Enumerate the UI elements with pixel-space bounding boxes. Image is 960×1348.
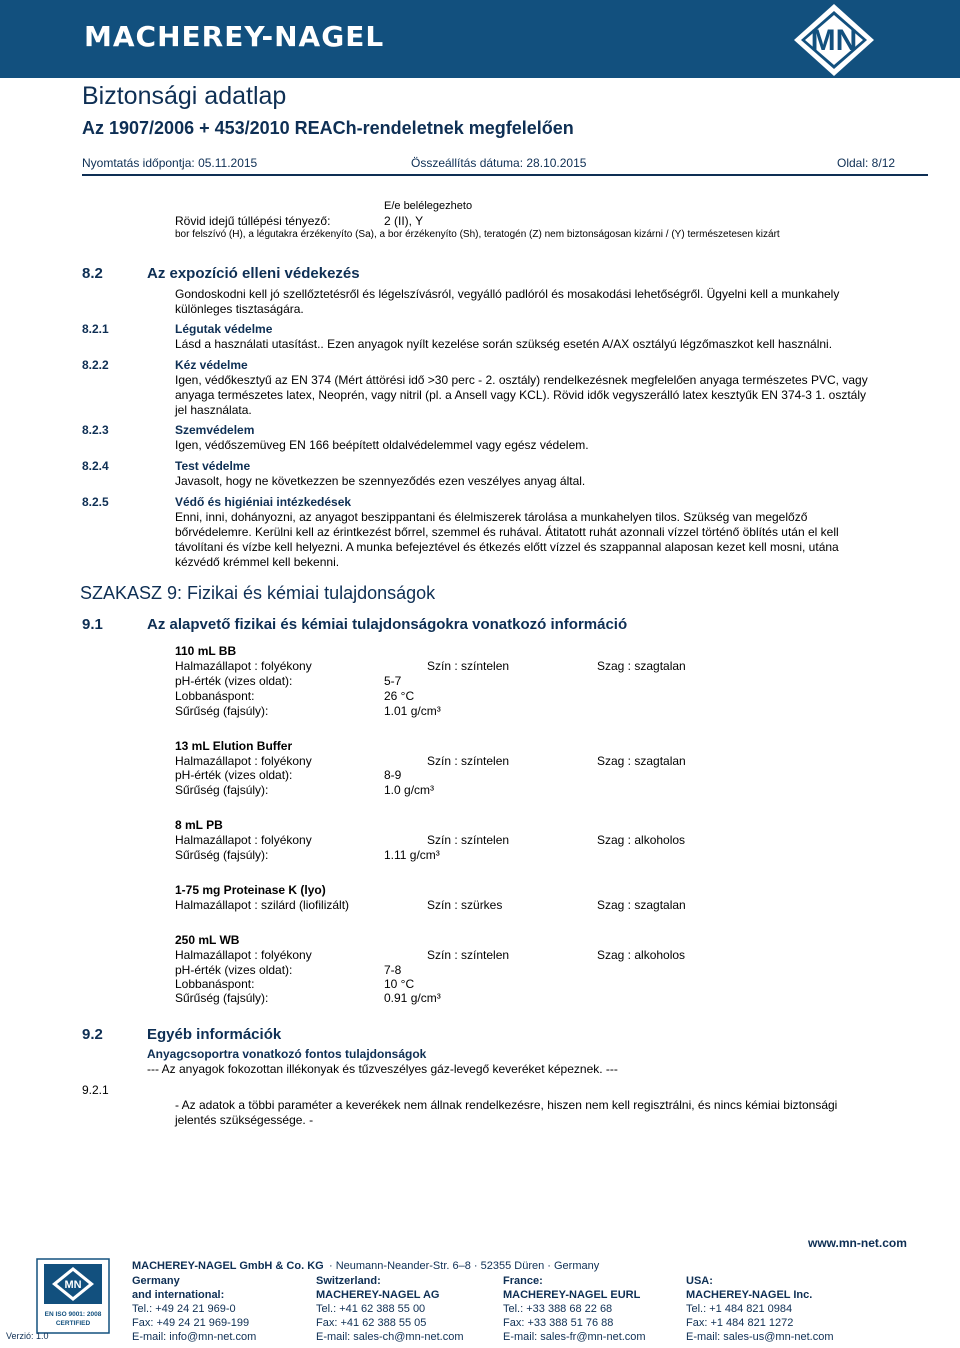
section-8-2-2-title: Kéz védelme bbox=[175, 358, 248, 372]
section-9-1-number: 9.1 bbox=[82, 616, 103, 633]
product-name: 13 mL Elution Buffer bbox=[175, 739, 293, 753]
short-term-value: 2 (II), Y bbox=[384, 214, 424, 228]
prop-label: Sűrűség (fajsúly): bbox=[175, 848, 269, 862]
section-8-2-text-1: Gondoskodni kell jó szellőztetésről és légelszívásról, vegyálló padlóról és mosakodási lehetőségről. Ügyelni kell a munkahely bbox=[175, 287, 840, 301]
product-odor: Szag : szagtalan bbox=[597, 754, 686, 768]
product-state: Halmazállapot : szilárd (liofilizált) bbox=[175, 898, 350, 912]
product-odor: Szag : szagtalan bbox=[597, 898, 686, 912]
footer-region-company: MACHEREY-NAGEL AG bbox=[316, 1289, 440, 1301]
section-8-2-4-number: 8.2.4 bbox=[82, 459, 109, 473]
product-color: Szín : színtelen bbox=[427, 754, 510, 768]
footer-phone: Tel.: +33 388 68 22 68 bbox=[503, 1303, 613, 1315]
footer-email-link[interactable]: E-mail: sales-us@mn-net.com bbox=[686, 1331, 834, 1343]
logo-text: MN bbox=[810, 24, 858, 57]
product-name: 250 mL WB bbox=[175, 933, 240, 947]
section-8-2-3-number: 8.2.3 bbox=[82, 423, 109, 437]
footer-region-company: MACHEREY-NAGEL EURL bbox=[503, 1289, 641, 1301]
mn-logo-icon bbox=[782, 2, 886, 78]
footer-phone: Tel.: +1 484 821 0984 bbox=[686, 1303, 793, 1315]
footer-region-heading: Switzerland: bbox=[316, 1275, 381, 1287]
group-properties-text: --- Az anyagok fokozottan illékonyak és tűzveszélyes gáz-levegő keveréket képeznek. --- bbox=[147, 1062, 618, 1076]
product-name: 8 mL PB bbox=[175, 818, 223, 832]
inhalable-note: E/e belélegezheto bbox=[384, 200, 473, 212]
section-9-2-1-line-1: - Az adatok a többi paraméter a keverékek nem állnak rendelkezésre, hiszen nem kell regisztrálni, és nincs kémiai biztonsági bbox=[175, 1098, 838, 1112]
product-name: 110 mL BB bbox=[175, 644, 237, 658]
prop-label: Lobbanáspont: bbox=[175, 689, 255, 703]
prop-label: Lobbanáspont: bbox=[175, 977, 255, 991]
brand-name: MACHEREY-NAGEL bbox=[84, 20, 385, 53]
section-8-2-4-text: Javasolt, hogy ne következzen be szennyeződés ezen veszélyes anyag által. bbox=[175, 474, 586, 488]
svg-text:MN: MN bbox=[64, 1279, 82, 1291]
footer-fax: Fax: +1 484 821 1272 bbox=[686, 1317, 794, 1329]
iso-certified-badge-icon bbox=[36, 1258, 110, 1334]
prop-label: pH-érték (vizes oldat): bbox=[175, 768, 293, 782]
section-8-2-1-number: 8.2.1 bbox=[82, 322, 109, 336]
section-8-2-5-line-2: bőrvédelemre. Kerülni kell az érintkezést bőrrel, szemmel és ruhával. Átitatott ruhát azonnali vízzel történő öblítés után el kell bbox=[175, 525, 839, 539]
section-8-2-5-number: 8.2.5 bbox=[82, 495, 109, 509]
section-8-2-title: Az expozíció elleni védekezés bbox=[147, 265, 360, 282]
footer-address: · Neumann-Neander-Str. 6–8 · 52355 Düren · Germany bbox=[329, 1260, 600, 1272]
cert-line-2: CERTIFIED bbox=[55, 1320, 91, 1327]
document-title: Biztonsági adatlap bbox=[82, 82, 287, 110]
section-9-2-1-line-2: jelentés szükségessége. - bbox=[175, 1113, 314, 1127]
footer-region-heading: Germany bbox=[132, 1275, 180, 1287]
section-8-2-number: 8.2 bbox=[82, 265, 103, 282]
prop-value: 1.11 g/cm³ bbox=[384, 848, 440, 862]
prop-value: 8-9 bbox=[384, 768, 402, 782]
print-date: Nyomtatás időpontja: 05.11.2015 bbox=[82, 156, 258, 170]
prop-value: 0.91 g/cm³ bbox=[384, 991, 441, 1005]
product-odor: Szag : alkoholos bbox=[597, 833, 686, 847]
section-8-2-2-line-1: Igen, védőkesztyű az EN 374 (Mért áttörési idő >30 perc - 2. osztály) rendelkezésnek megfelelően anyaga természetes PVC, vagy bbox=[175, 373, 868, 387]
section-8-2-4-title: Test védelme bbox=[175, 459, 251, 473]
product-state: Halmazállapot : folyékony bbox=[175, 659, 312, 673]
product-color: Szín : színtelen bbox=[427, 833, 510, 847]
product-color: Szín : szürkes bbox=[427, 898, 503, 912]
section-8-2-3-title: Szemvédelem bbox=[175, 423, 255, 437]
section-8-2-2-line-3: jel használata. bbox=[175, 403, 252, 417]
prop-value: 7-8 bbox=[384, 963, 402, 977]
footer-company: MACHEREY-NAGEL GmbH & Co. KG bbox=[132, 1260, 324, 1272]
section-9-2-title: Egyéb információk bbox=[147, 1026, 282, 1043]
product-state: Halmazállapot : folyékony bbox=[175, 754, 312, 768]
prop-value: 5-7 bbox=[384, 674, 402, 688]
short-term-label: Rövid idejű túllépési tényező: bbox=[175, 214, 331, 228]
product-odor: Szag : szagtalan bbox=[597, 659, 686, 673]
footer-fax: Fax: +33 388 51 76 88 bbox=[503, 1317, 614, 1329]
product-odor: Szag : alkoholos bbox=[597, 948, 686, 962]
section-9-2-1-number: 9.2.1 bbox=[82, 1083, 109, 1097]
section-9-1-title: Az alapvető fizikai és kémiai tulajdonságokra vonatkozó információ bbox=[147, 616, 628, 633]
section-8-2-5-line-4: kézvédő krémmel kell bekenni. bbox=[175, 555, 340, 569]
prop-label: Sűrűség (fajsúly): bbox=[175, 783, 269, 797]
section-8-2-2-number: 8.2.2 bbox=[82, 358, 109, 372]
header-divider bbox=[82, 174, 928, 176]
section-8-2-3-text: Igen, védőszemüveg EN 166 beépített oldalvédelemmel vagy egész védelem. bbox=[175, 438, 589, 452]
section-9-2-number: 9.2 bbox=[82, 1026, 103, 1043]
product-color: Szín : színtelen bbox=[427, 659, 510, 673]
cert-line-1: EN ISO 9001: 2008 bbox=[44, 1311, 102, 1318]
prop-value: 1.01 g/cm³ bbox=[384, 704, 441, 718]
footer-email-link[interactable]: E-mail: sales-fr@mn-net.com bbox=[503, 1331, 646, 1343]
footer-phone: Tel.: +49 24 21 969-0 bbox=[132, 1303, 236, 1315]
footer-region-heading: USA: bbox=[686, 1275, 713, 1287]
footer-website-link[interactable]: www.mn-net.com bbox=[808, 1236, 907, 1250]
section-8-2-2-line-2: anyaga természetes latex, Neoprén, vagy nitril (pl. a Ansell vagy KCL). Rövid idők vegyszerálló latex kesztyűk EN 374-3 1. osztály bbox=[175, 388, 866, 402]
section-8-2-1-title: Légutak védelme bbox=[175, 322, 273, 336]
prop-value: 26 °C bbox=[384, 689, 415, 703]
footer-region-company: MACHEREY-NAGEL Inc. bbox=[686, 1289, 813, 1301]
document-subtitle: Az 1907/2006 + 453/2010 REACh-rendeletnek megfelelően bbox=[82, 118, 574, 138]
section-8-2-5-title: Védő és higiéniai intézkedések bbox=[175, 495, 352, 509]
footer-fax: Fax: +49 24 21 969-199 bbox=[132, 1317, 250, 1329]
product-state: Halmazállapot : folyékony bbox=[175, 833, 312, 847]
product-name: 1-75 mg Proteinase K (lyo) bbox=[175, 883, 326, 897]
section-8-2-5-line-1: Enni, inni, dohányozni, az anyagot beszippantani és élelmiszerek tárolása a munkahelyen tilos. Szükség van megelőző bbox=[175, 510, 808, 524]
version-label: Verzió: 1.0 bbox=[6, 1331, 49, 1341]
prop-label: pH-érték (vizes oldat): bbox=[175, 963, 293, 977]
section-8-2-1-text: Lásd a használati utasítást.. Ezen anyagok nyílt kezelése során szükség esetén A/AX osztályú légzőmaszkot kell használni. bbox=[175, 337, 833, 351]
product-color: Szín : színtelen bbox=[427, 948, 510, 962]
prop-label: pH-érték (vizes oldat): bbox=[175, 674, 293, 688]
product-state: Halmazállapot : folyékony bbox=[175, 948, 312, 962]
prop-label: Sűrűség (fajsúly): bbox=[175, 991, 269, 1005]
section-9-title: SZAKASZ 9: Fizikai és kémiai tulajdonságok bbox=[80, 583, 436, 603]
section-8-2-text-2: különleges tisztaságára. bbox=[175, 302, 304, 316]
footer-email-link[interactable]: E-mail: sales-ch@mn-net.com bbox=[316, 1331, 464, 1343]
group-properties-title: Anyagcsoportra vonatkozó fontos tulajdonságok bbox=[147, 1047, 427, 1061]
footer-email-link[interactable]: E-mail: info@mn-net.com bbox=[132, 1331, 257, 1343]
prop-label: Sűrűség (fajsúly): bbox=[175, 704, 269, 718]
legend-note: bor felszívó (H), a légutakra érzékenyíto (Sa), a bor érzékenyíto (Sh), teratogén (Z) nem biztonságosan kizárni / (Y) természetesen kizárt bbox=[175, 229, 780, 240]
prop-value: 1.0 g/cm³ bbox=[384, 783, 435, 797]
page-number: Oldal: 8/12 bbox=[837, 156, 896, 170]
footer-region-heading: France: bbox=[503, 1275, 543, 1287]
prop-value: 10 °C bbox=[384, 977, 415, 991]
compile-date: Összeállítás dátuma: 28.10.2015 bbox=[411, 156, 587, 170]
section-8-2-5-line-3: távolítani és vízbe kell helyezni. A munka befejeztével és étkezés előtt vízzel és szappannal alaposan kezet kell mosni, utána bbox=[175, 540, 839, 554]
footer-phone: Tel.: +41 62 388 55 00 bbox=[316, 1303, 426, 1315]
footer-region-company: and international: bbox=[132, 1289, 225, 1301]
footer-fax: Fax: +41 62 388 55 05 bbox=[316, 1317, 427, 1329]
